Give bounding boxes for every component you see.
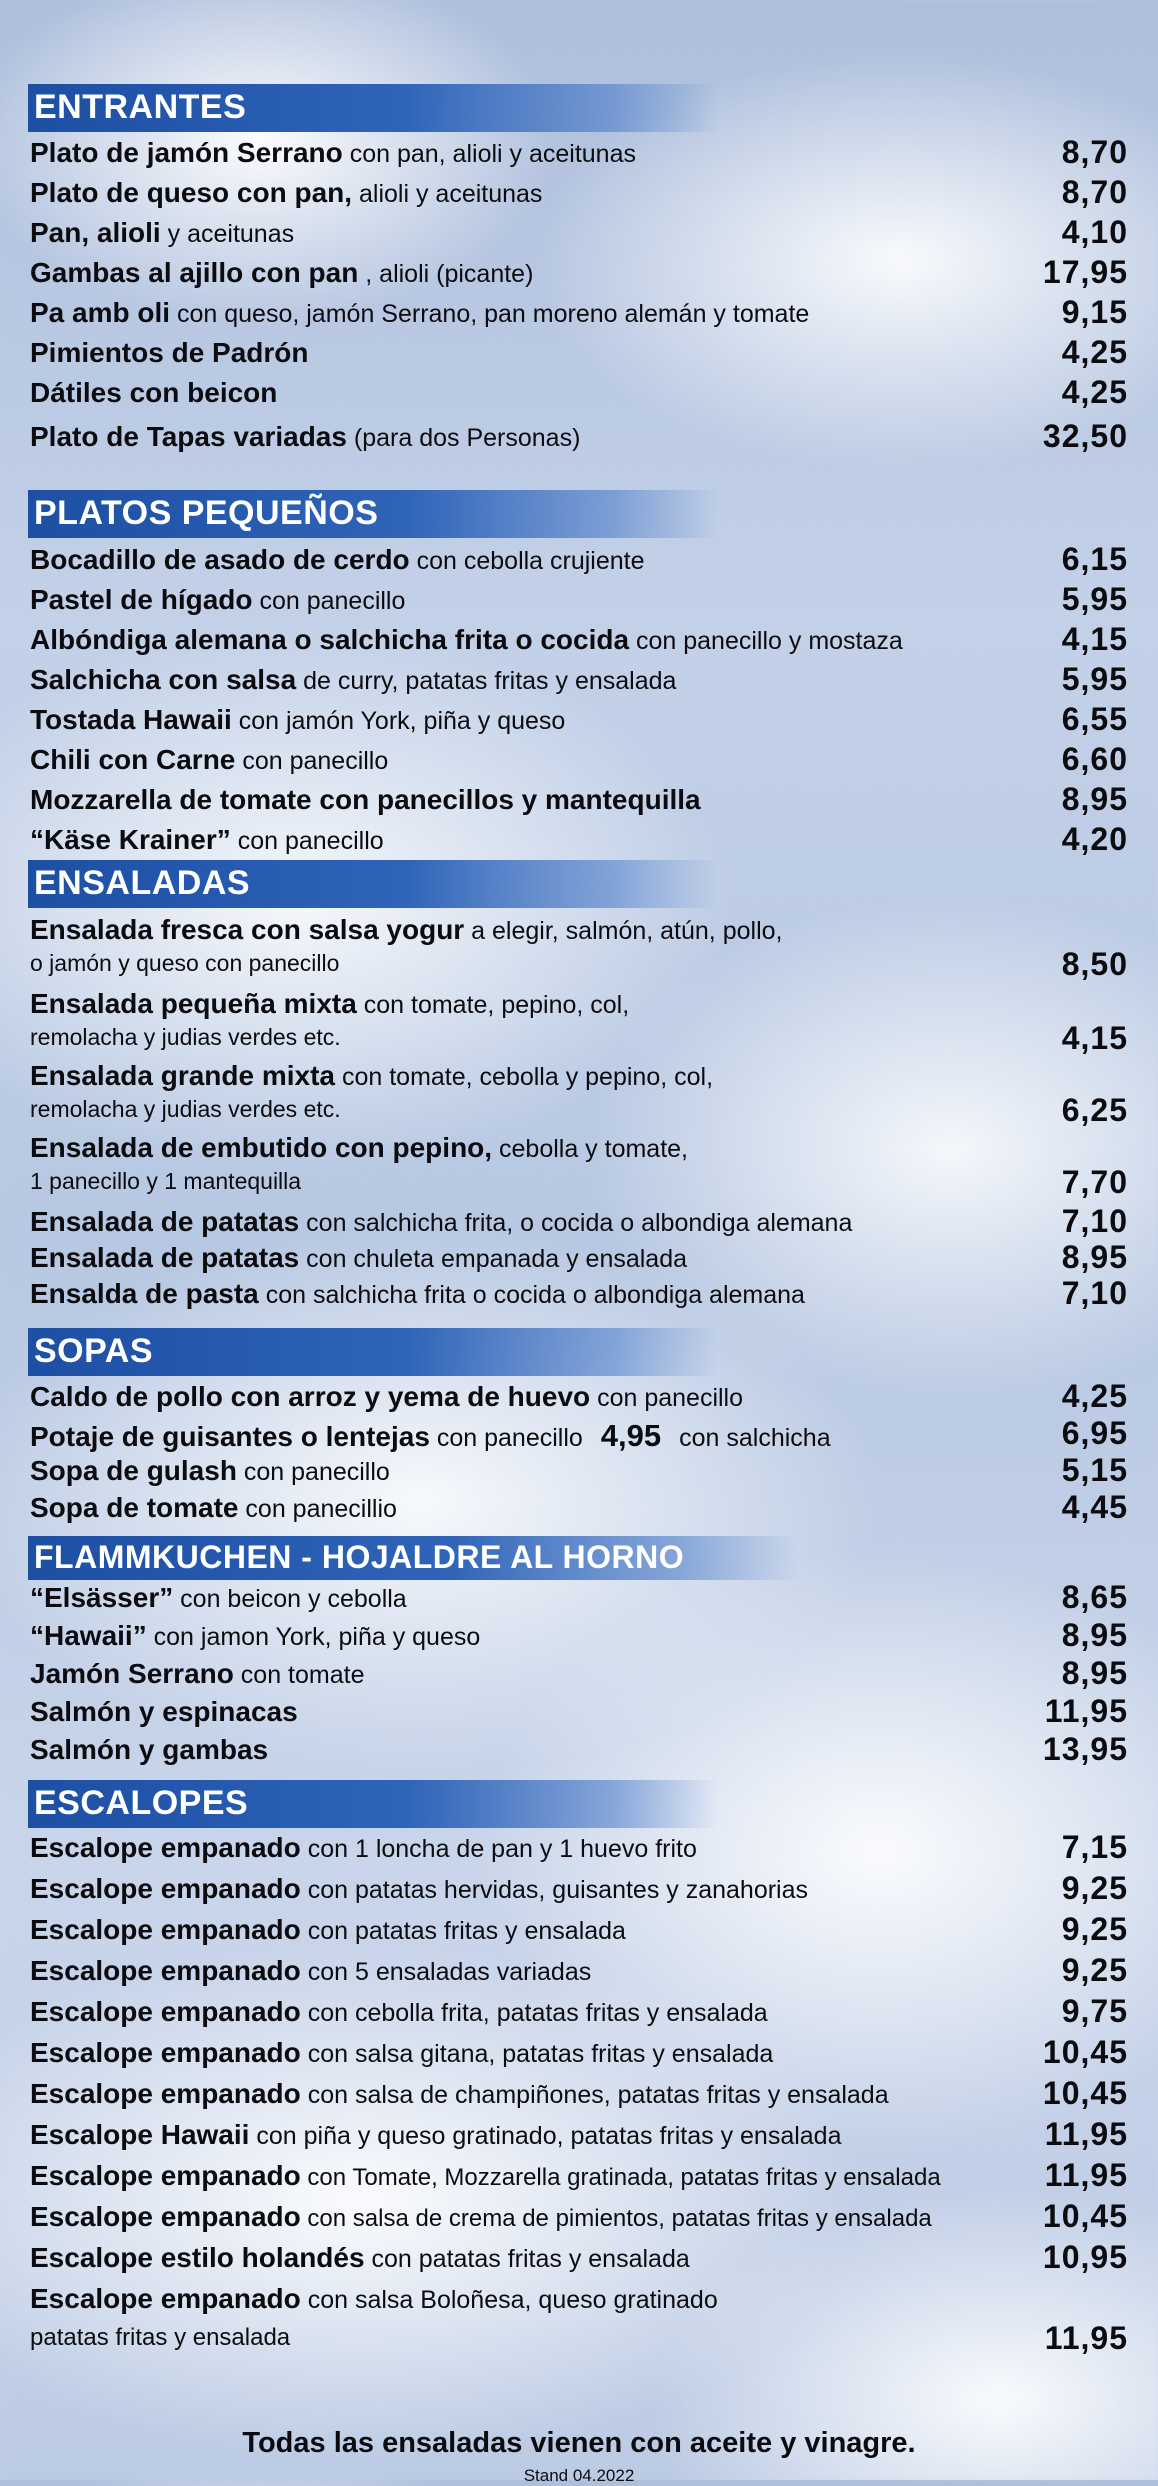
item-price: 11,95: [1044, 2320, 1128, 2356]
item-desc: con panecillo: [235, 747, 389, 775]
item-price: 4,15: [1061, 1020, 1128, 1056]
item-desc: con beicon y cebolla: [173, 1585, 407, 1613]
item-price: 8,70: [1061, 174, 1128, 210]
item-desc: con salsa Boloñesa, queso gratinado: [300, 2286, 718, 2314]
item-price: 5,95: [1061, 661, 1128, 697]
item-price: 4,20: [1061, 821, 1128, 857]
item-price: 17,95: [1042, 254, 1128, 290]
item-price: 8,95: [1061, 1655, 1128, 1691]
item-price: 6,60: [1061, 741, 1128, 777]
item-price: 9,15: [1061, 294, 1128, 330]
item-name: Salchicha con salsa: [30, 664, 297, 695]
item-name: Potaje de guisantes o lentejas: [30, 1421, 430, 1452]
item-desc: con panecillo: [429, 1424, 583, 1452]
item-price: 11,95: [1044, 1693, 1128, 1729]
item-price: 10,95: [1042, 2239, 1128, 2275]
menu-item: [30, 1914, 1128, 1946]
menu-item: [30, 1381, 1128, 1413]
item-desc: con salsa de crema de pimientos, patatas fritas y ensalada: [300, 2205, 932, 2232]
item-price: 8,70: [1061, 134, 1128, 170]
item-desc: y aceitunas: [160, 220, 295, 248]
menu-item: [30, 784, 1128, 816]
menu-item: [30, 544, 1128, 576]
item-name: Sopa de gulash: [30, 1455, 237, 1486]
item-name: Escalope empanado: [30, 1996, 301, 2027]
menu-item: [30, 1696, 1128, 1728]
item-desc: con tomate, cebolla y pepino, col,: [335, 1063, 714, 1091]
menu-item: [30, 1996, 1128, 2028]
item-price: 10,45: [1042, 2034, 1128, 2070]
menu-item: [30, 2078, 1128, 2110]
item-price: 7,10: [1061, 1203, 1128, 1239]
menu-item: [30, 177, 1128, 209]
item-price: 10,45: [1042, 2198, 1128, 2234]
section-title: PLATOS PEQUEÑOS: [34, 494, 379, 532]
item-price: 5,15: [1061, 1452, 1128, 1488]
menu-item: [30, 1060, 1128, 1092]
item-price: 4,25: [1061, 334, 1128, 370]
menu-item: [30, 584, 1128, 616]
menu-item-line2: 1 panecillo y 1 mantequilla: [30, 1168, 302, 1194]
item-price: 8,95: [1061, 1239, 1128, 1275]
item-name: Ensalada de patatas: [30, 1242, 300, 1273]
item-desc: con panecillo: [590, 1384, 744, 1412]
item-name: Ensalada fresca con salsa yogur: [30, 914, 465, 945]
item-name: Chili con Carne: [30, 744, 236, 775]
menu-item: [30, 1492, 1128, 1524]
menu-item: [30, 1582, 1128, 1614]
item-price: 4,25: [1061, 374, 1128, 410]
item-name: Escalope empanado: [30, 1955, 301, 1986]
item-desc: con salchicha frita, o cocida o albondiga alemana: [299, 1209, 853, 1237]
menu-item-line2: o jamón y queso con panecillo: [30, 950, 340, 976]
menu-item-line2: remolacha y judias verdes etc.: [30, 1024, 341, 1050]
item-desc: con patatas hervidas, guisantes y zanahorias: [300, 1876, 809, 1904]
menu-item: [30, 2160, 1128, 2192]
section-header-ensaladas: [28, 860, 718, 908]
item-name: Ensalada de patatas: [30, 1206, 300, 1237]
item-name: Gambas al ajillo con pan: [30, 257, 359, 288]
menu-item: [30, 377, 1128, 409]
menu-item: [30, 1206, 1128, 1238]
item-price: 9,25: [1061, 1952, 1128, 1988]
menu-item: [30, 1455, 1128, 1487]
item-price: 6,95: [1061, 1415, 1128, 1451]
menu-item: [30, 297, 1128, 329]
menu-item: [30, 988, 1128, 1020]
item-name: Ensalda de pasta: [30, 1278, 259, 1309]
menu-item-line2: patatas fritas y ensalada: [30, 2324, 291, 2351]
item-name: Sopa de tomate: [30, 1492, 239, 1523]
item-desc: con cebolla crujiente: [409, 547, 645, 575]
menu-item: [30, 2283, 1128, 2315]
section-header-escalopes: [28, 1780, 718, 1828]
item-desc: con cebolla frita, patatas fritas y ensalada: [300, 1999, 768, 2027]
item-desc: con panecillo y mostaza: [629, 627, 903, 655]
item-name: Dátiles con beicon: [30, 377, 278, 408]
item-desc: a elegir, salmón, atún, pollo,: [464, 917, 783, 945]
item-price: 32,50: [1042, 418, 1128, 454]
item-desc: con queso, jamón Serrano, pan moreno alemán y tomate: [170, 300, 810, 328]
item-name: Escalope empanado: [30, 2283, 301, 2314]
item-desc: con patatas fritas y ensalada: [300, 1917, 626, 1945]
item-price: 4,25: [1061, 1378, 1128, 1414]
item-name: Escalope empanado: [30, 2037, 301, 2068]
section-title: ENTRANTES: [34, 88, 247, 126]
item-desc: con tomate, pepino, col,: [356, 991, 630, 1019]
item-name: Salmón y espinacas: [30, 1696, 298, 1727]
item-price: 8,65: [1061, 1579, 1128, 1615]
menu-item: [30, 2242, 1128, 2274]
item-desc: con panecillio: [238, 1495, 397, 1523]
menu-item: [30, 1132, 1128, 1164]
item-desc: con tomate: [233, 1661, 365, 1689]
item-price: 4,15: [1061, 621, 1128, 657]
item-price: 6,15: [1061, 541, 1128, 577]
item-name: Salmón y gambas: [30, 1734, 269, 1765]
section-header-flammkuchen: [28, 1536, 798, 1580]
menu-item: [30, 337, 1128, 369]
item-desc: con jamon York, piña y queso: [146, 1623, 481, 1651]
item-name: Escalope empanado: [30, 2078, 301, 2109]
item-name: Bocadillo de asado de cerdo: [30, 544, 410, 575]
item-name: Ensalada de embutido con pepino,: [30, 1132, 493, 1163]
menu-item: [30, 2119, 1128, 2151]
menu-item: [30, 257, 1128, 289]
section-header-sopas: [28, 1328, 718, 1376]
item-price: 8,95: [1061, 781, 1128, 817]
menu-item: [30, 1278, 1128, 1310]
item-desc: , alioli (picante): [358, 260, 534, 288]
menu-item-line2: remolacha y judias verdes etc.: [30, 1096, 341, 1122]
item-price: 7,10: [1061, 1275, 1128, 1311]
item-extra-desc: con salchicha: [679, 1424, 831, 1452]
item-name: Pan, alioli: [30, 217, 161, 248]
item-name: Escalope Hawaii: [30, 2119, 250, 2150]
menu-item: [30, 421, 1128, 453]
item-name: Ensalada grande mixta: [30, 1060, 336, 1091]
section-title: ESCALOPES: [34, 1784, 249, 1822]
section-title: ENSALADAS: [34, 864, 251, 902]
item-desc: con piña y queso gratinado, patatas fritas y ensalada: [249, 2122, 842, 2150]
item-desc: con Tomate, Mozzarella gratinada, patatas fritas y ensalada: [300, 2164, 941, 2191]
item-name: “Hawaii”: [30, 1620, 147, 1651]
item-name: Mozzarella de tomate con panecillos y mantequilla: [30, 784, 701, 815]
section-header-platos-pequenos: [28, 490, 718, 538]
item-price: 7,15: [1061, 1829, 1128, 1865]
menu-item: [30, 1620, 1128, 1652]
menu-item: [30, 704, 1128, 736]
item-price: 11,95: [1044, 2116, 1128, 2152]
menu-item: [30, 2037, 1128, 2069]
item-name: Escalope empanado: [30, 2201, 301, 2232]
item-name: Albóndiga alemana o salchicha frita o cocida: [30, 624, 630, 655]
item-price: 7,70: [1061, 1164, 1128, 1200]
menu-item: [30, 1832, 1128, 1864]
item-desc: con 1 loncha de pan y 1 huevo frito: [300, 1835, 697, 1863]
item-price: 8,95: [1061, 1617, 1128, 1653]
item-name: Escalope empanado: [30, 1914, 301, 1945]
section-header-entrantes: [28, 84, 718, 132]
item-price: 10,45: [1042, 2075, 1128, 2111]
item-name: Pastel de hígado: [30, 584, 253, 615]
menu-item: [30, 624, 1128, 656]
item-desc: con pan, alioli y aceitunas: [342, 140, 636, 168]
item-desc: alioli y aceitunas: [352, 180, 543, 208]
item-name: Tostada Hawaii: [30, 704, 232, 735]
item-price: 5,95: [1061, 581, 1128, 617]
item-desc: con jamón York, piña y queso: [231, 707, 566, 735]
item-extra-price: 4,95: [600, 1418, 662, 1453]
item-name: Plato de jamón Serrano: [30, 137, 343, 168]
item-desc: con salsa gitana, patatas fritas y ensalada: [300, 2040, 774, 2068]
item-name: Pimientos de Padrón: [30, 337, 309, 368]
item-name: Plato de queso con pan,: [30, 177, 353, 208]
item-price: 4,10: [1061, 214, 1128, 250]
item-desc: con panecillo: [252, 587, 406, 615]
menu-item: [30, 1955, 1128, 1987]
menu-item: [30, 664, 1128, 696]
item-price: 9,25: [1061, 1911, 1128, 1947]
item-name: “Elsässer”: [30, 1582, 174, 1613]
item-desc: con salchicha frita o cocida o albondiga alemana: [258, 1281, 805, 1309]
menu-item: [30, 1242, 1128, 1274]
menu-item: [30, 1734, 1128, 1766]
menu-item: [30, 1658, 1128, 1690]
menu-item: [30, 824, 1128, 856]
item-name: “Käse Krainer”: [30, 824, 231, 855]
footer-note: Todas las ensaladas vienen con aceite y vinagre.: [242, 2427, 916, 2459]
item-name: Jamón Serrano: [30, 1658, 234, 1689]
item-desc: con panecillo: [236, 1458, 390, 1486]
item-name: Pa amb oli: [30, 297, 171, 328]
item-desc: (para dos Personas): [346, 424, 581, 452]
menu-item: [30, 2201, 1128, 2233]
menu-item: [30, 1418, 1128, 1454]
item-desc: de curry, patatas fritas y ensalada: [296, 667, 677, 695]
menu-item: [30, 217, 1128, 249]
item-price: 11,95: [1044, 2157, 1128, 2193]
item-name: Plato de Tapas variadas: [30, 421, 347, 452]
item-price: 9,75: [1061, 1993, 1128, 2029]
item-desc: con salsa de champiñones, patatas fritas y ensalada: [300, 2081, 889, 2109]
menu-item: [30, 744, 1128, 776]
menu-item: [30, 914, 1128, 946]
menu-item: [30, 137, 1128, 169]
item-desc: cebolla y tomate,: [492, 1135, 688, 1163]
item-name: Caldo de pollo con arroz y yema de huevo: [30, 1381, 591, 1412]
item-desc: con patatas fritas y ensalada: [364, 2245, 690, 2273]
item-price: 4,45: [1061, 1489, 1128, 1525]
item-desc: con panecillo: [230, 827, 384, 855]
item-name: Escalope empanado: [30, 1873, 301, 1904]
item-price: 6,25: [1061, 1092, 1128, 1128]
section-title: FLAMMKUCHEN - HOJALDRE AL HORNO: [34, 1539, 685, 1575]
item-name: Ensalada pequeña mixta: [30, 988, 357, 1019]
item-price: 6,55: [1061, 701, 1128, 737]
item-price: 13,95: [1042, 1731, 1128, 1767]
item-price: 9,25: [1061, 1870, 1128, 1906]
section-title: SOPAS: [34, 1332, 154, 1370]
menu-item: [30, 1873, 1128, 1905]
item-desc: con chuleta empanada y ensalada: [299, 1245, 688, 1273]
item-name: Escalope empanado: [30, 1832, 301, 1863]
item-name: Escalope empanado: [30, 2160, 301, 2191]
item-price: 8,50: [1061, 946, 1128, 982]
footer-stand: Stand 04.2022: [523, 2466, 635, 2485]
item-name: Escalope estilo holandés: [30, 2242, 365, 2273]
item-desc: con 5 ensaladas variadas: [300, 1958, 592, 1986]
